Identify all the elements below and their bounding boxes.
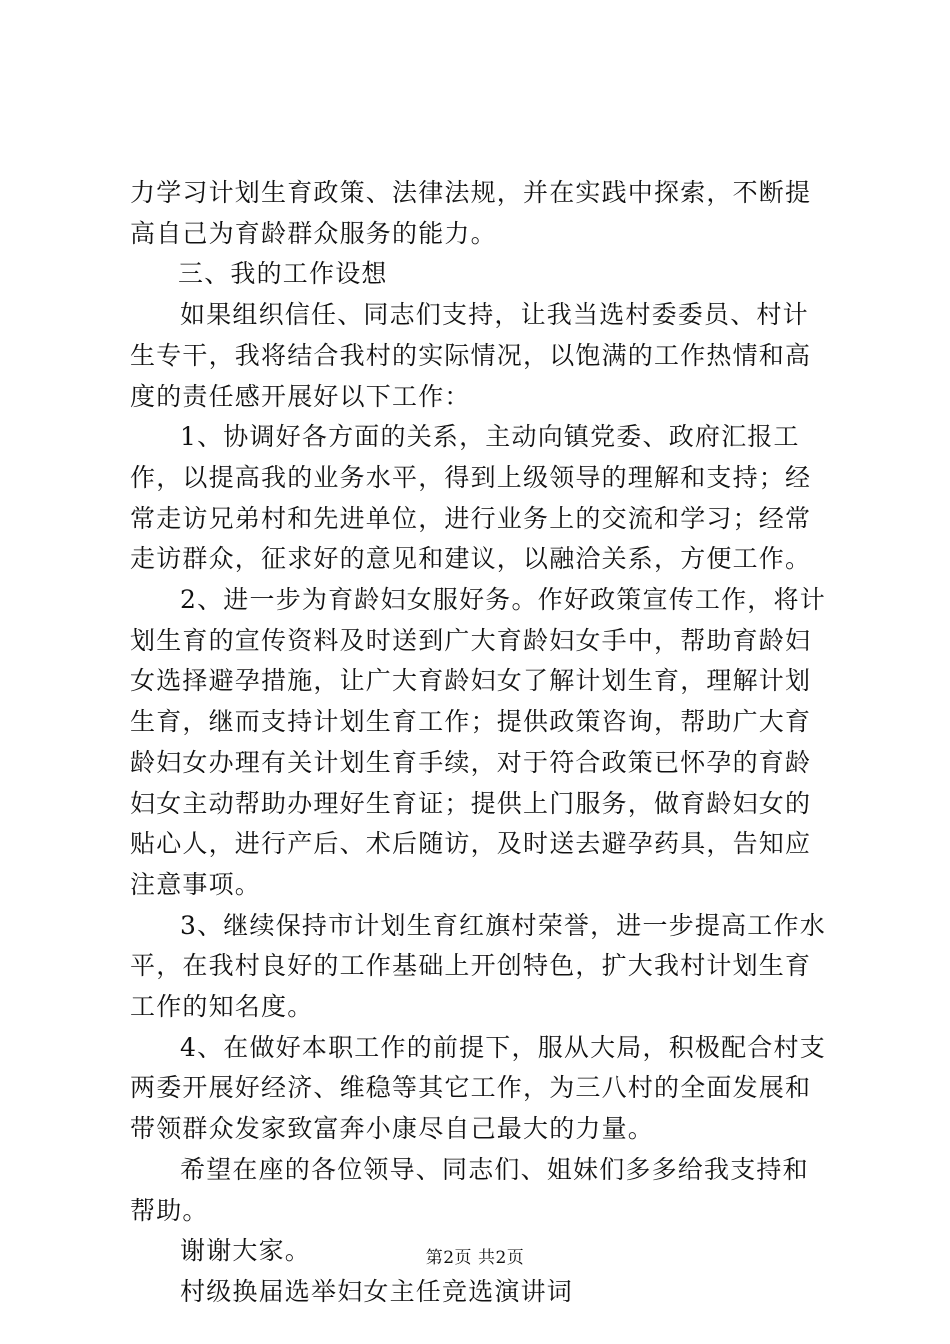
list-item-1: 1、协调好各方面的关系，主动向镇党委、政府汇报工作，以提高我的业务水平，得到上级领导的理解和支持；经常走访兄弟村和先进单位，进行业务上的交流和学习；经常走访群众，征求好的意见和建议，以融洽关系，方便工作。 — [130, 422, 812, 574]
paragraph-intro: 如果组织信任、同志们支持，让我当选村委委员、村计生专干，我将结合我村的实际情况，以饱满的工作热情和高度的责任感开展好以下工作： — [130, 300, 812, 411]
page-number-footer: 第2页 共2页 — [425, 1248, 525, 1268]
paragraph-closing: 希望在座的各位领导、同志们、姐妹们多多给我支持和帮助。 — [130, 1154, 809, 1225]
section-heading: 三、我的工作设想 — [178, 259, 388, 289]
list-item-3: 3、继续保持市计划生育红旗村荣誉，进一步提高工作水平，在我村良好的工作基础上开创特色，扩大我村计划生育工作的知名度。 — [130, 910, 826, 1022]
paragraph-title-line: 村级换届选举妇女主任竞选演讲词 — [180, 1276, 574, 1306]
paragraph-thanks: 谢谢大家。 — [180, 1236, 312, 1266]
paragraph-continuation: 力学习计划生育政策、法律法规，并在实践中探索，不断提高自己为育龄群众服务的能力。 — [130, 178, 812, 248]
document-body — [130, 173, 830, 1313]
list-item-4: 4、在做好本职工作的前提下，服从大局，积极配合村支两委开展好经济、维稳等其它工作，为三八村的全面发展和带领群众发家致富奔小康尽自己最大的力量。 — [130, 1032, 826, 1144]
list-item-2: 2、进一步为育龄妇女服好务。作好政策宣传工作，将计划生育的宣传资料及时送到广大育龄妇女手中，帮助育龄妇女选择避孕措施，让广大育龄妇女了解计划生育，理解计划生育，继而支持计划生育工作；提供政策咨询，帮助广大育龄妇女办理有关计划生育手续，对于符合政策已怀孕的育龄妇女主动帮助办理好生育证；提供上门服务，做育龄妇女的贴心人，进行产后、术后随访，及时送去避孕药具，告知应注意事项。 — [130, 585, 826, 899]
